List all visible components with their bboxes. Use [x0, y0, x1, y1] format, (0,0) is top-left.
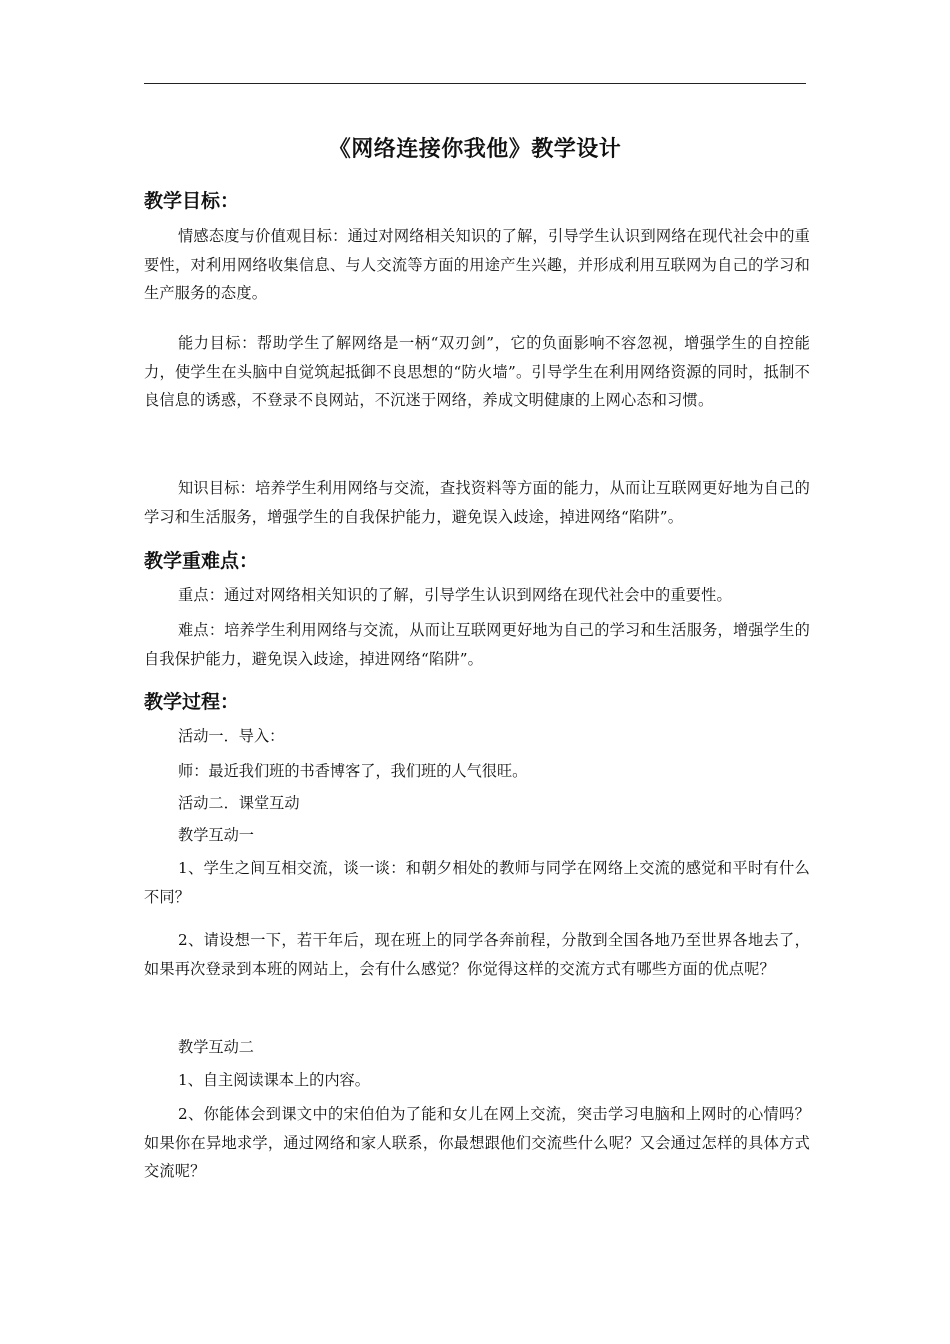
interaction-two-item-1: 1、自主阅读课本上的内容。 [178, 1071, 370, 1089]
activity-one-line: 活动一．导入： [178, 727, 285, 745]
objective-paragraph-knowledge: 知识目标：培养学生利用网络与交流，查找资料等方面的能力，从而让互联网更好地为自己的学习和生活服务，增强学生的自我保护能力，避免误入歧途，掉进网络“陷阱”。 [144, 479, 810, 526]
activity-two-line: 活动二．课堂互动 [178, 794, 300, 812]
interaction-one-item-2: 2、请设想一下，若干年后，现在班上的同学各奔前程，分散到全国各地乃至世界各地去了，如果再次登录到本班的网站上，会有什么感觉？你觉得这样的交流方式有哪些方面的优点呢？ [144, 931, 810, 978]
document-title: 《网络连接你我他》教学设计 [328, 137, 622, 162]
key-point-paragraph: 重点：通过对网络相关知识的了解，引导学生认识到网络在现代社会中的重要性。 [178, 586, 732, 604]
section-heading-objectives: 教学目标： [144, 190, 240, 212]
objective-paragraph-attitude: 情感态度与价值观目标：通过对网络相关知识的了解，引导学生认识到网络在现代社会中的重要性，对利用网络收集信息、与人交流等方面的用途产生兴趣，并形成利用互联网为自己的学习和生产服务的态度。 [144, 227, 810, 302]
section-heading-key-points: 教学重难点： [144, 550, 259, 572]
objective-paragraph-ability: 能力目标：帮助学生了解网络是一柄“双刃剑”，它的负面影响不容忽视，增强学生的自控能力，使学生在头脑中自觉筑起抵御不良思想的“防火墙”。引导学生在利用网络资源的同时，抵制不良信息的诱惑，不登录不良网站，不沉迷于网络，养成文明健康的上网心态和习惯。 [144, 334, 810, 409]
interaction-one-heading: 教学互动一 [178, 826, 254, 844]
section-heading-process: 教学过程： [144, 691, 240, 713]
teacher-intro-line: 师：最近我们班的书香博客了，我们班的人气很旺。 [178, 762, 528, 780]
difficulty-paragraph: 难点：培养学生利用网络与交流，从而让互联网更好地为自己的学习和生活服务，增强学生的自我保护能力，避免误入歧途，掉进网络“陷阱”。 [144, 621, 810, 668]
interaction-two-heading: 教学互动二 [178, 1038, 254, 1056]
header-rule [144, 83, 806, 84]
interaction-one-item-1: 1、学生之间互相交流，谈一谈：和朝夕相处的教师与同学在网络上交流的感觉和平时有什么不同？ [144, 859, 810, 906]
interaction-two-item-2: 2、你能体会到课文中的宋伯伯为了能和女儿在网上交流，突击学习电脑和上网时的心情吗？如果你在异地求学，通过网络和家人联系，你最想跟他们交流些什么呢？又会通过怎样的具体方式交流呢？ [144, 1105, 810, 1180]
